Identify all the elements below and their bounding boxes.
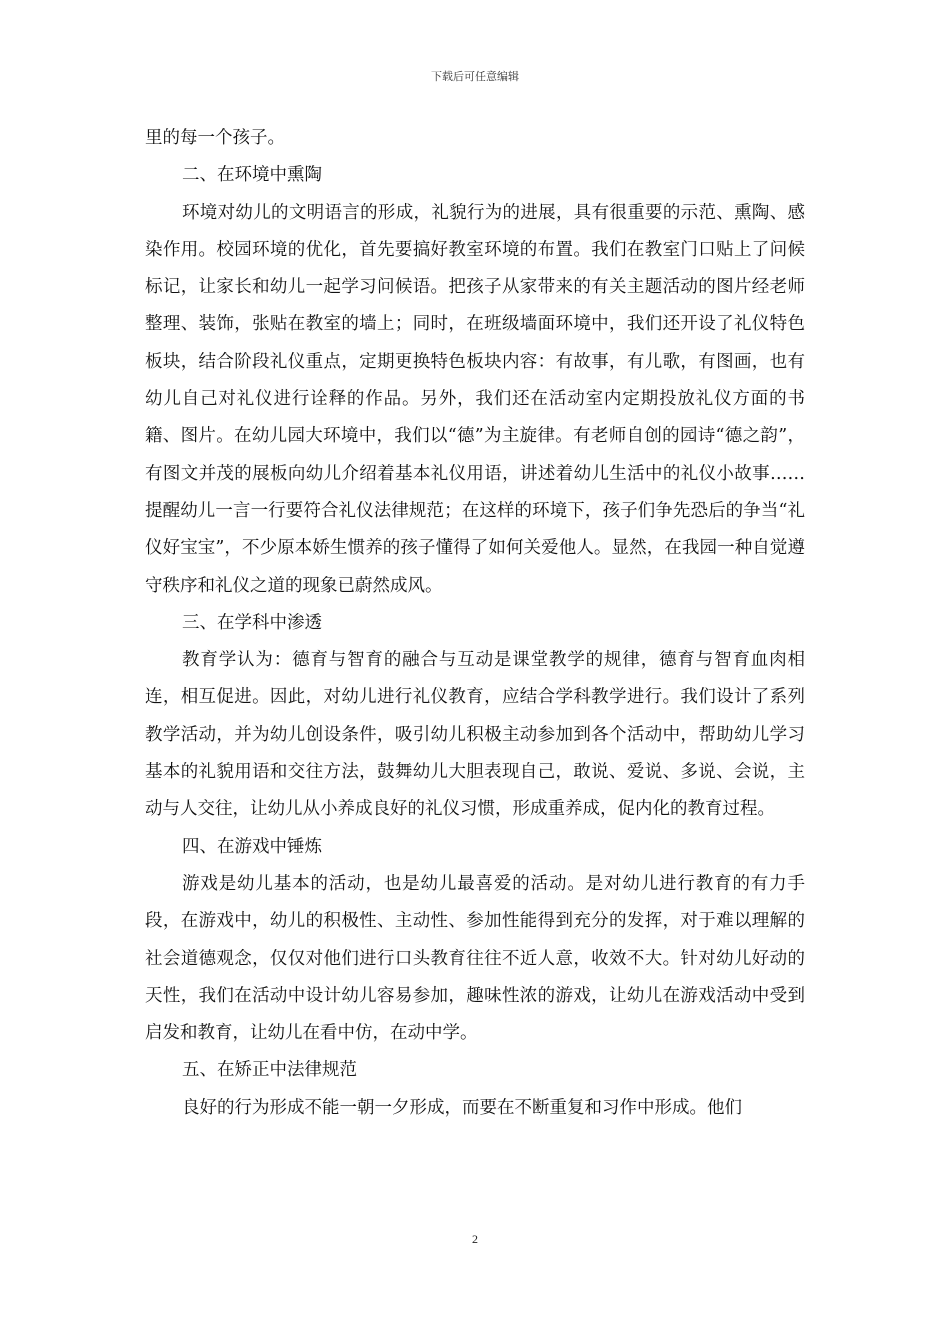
paragraph-environment: 环境对幼儿的文明语言的形成，礼貌行为的进展，具有很重要的示范、熏陶、感染作用。校园环境的优化，首先要搞好教室环境的布置。我们在教室门口贴上了问候标记，让家长和幼儿一起学习问候语。把孩子从家带来的有关主题活动的图片经老师整理、装饰，张贴在教室的墙上；同时，在班级墙面环境中，我们还开设了礼仪特色板块，结合阶段礼仪重点，定期更换特色板块内容：有故事，有儿歌，有图画，也有幼儿自己对礼仪进行诠释的作品。另外，我们还在活动室内定期投放礼仪方面的书籍、图片。在幼儿园大环境中，我们以“德”为主旋律。有老师自创的园诗“德之韵”，有图文并茂的展板向幼儿介绍着基本礼仪用语，讲述着幼儿生活中的礼仪小故事……提醒幼儿一言一行要符合礼仪法律规范；在这样的环境下，孩子们争先恐后的争当“礼仪好宝宝”，不少原本娇生惯养的孩子懂得了如何关爱他人。显然，在我园一种自觉遵守秩序和礼仪之道的现象已蔚然成风。 [145,202,805,596]
page-number: 2 [472,1232,478,1246]
document-body [145,120,805,1127]
section-heading-games: 四、在游戏中锤炼 [182,836,322,857]
paragraph-games: 游戏是幼儿基本的活动，也是幼儿最喜爱的活动。是对幼儿进行教育的有力手段，在游戏中，幼儿的积极性、主动性、参加性能得到充分的发挥，对于难以理解的社会道德观念，仅仅对他们进行口头教育往往不近人意，收效不大。针对幼儿好动的天性，我们在活动中设计幼儿容易参加，趣味性浓的游戏，让幼儿在游戏活动中受到启发和教育，让幼儿在看中仿，在动中学。 [145,873,805,1044]
paragraph-subjects: 教育学认为：德育与智育的融合与互动是课堂教学的规律，德育与智育血肉相连，相互促进。因此，对幼儿进行礼仪教育，应结合学科教学进行。我们设计了系列教学活动，并为幼儿创设条件，吸引幼儿积极主动参加到各个活动中，帮助幼儿学习基本的礼貌用语和交往方法，鼓舞幼儿大胆表现自己，敢说、爱说、多说、会说，主动与人交往，让幼儿从小养成良好的礼仪习惯，形成重养成，促内化的教育过程。 [145,650,805,820]
section-heading-subjects: 三、在学科中渗透 [182,612,322,633]
paragraph-continuation: 里的每一个孩子。 [145,128,285,148]
section-heading-correction: 五、在矫正中法律规范 [182,1060,357,1081]
paragraph-correction: 良好的行为形成不能一朝一夕形成，而要在不断重复和习作中形成。他们 [182,1097,742,1118]
page-header: 下载后可任意编辑 [431,70,519,83]
section-heading-environment: 二、在环境中熏陶 [182,165,322,186]
